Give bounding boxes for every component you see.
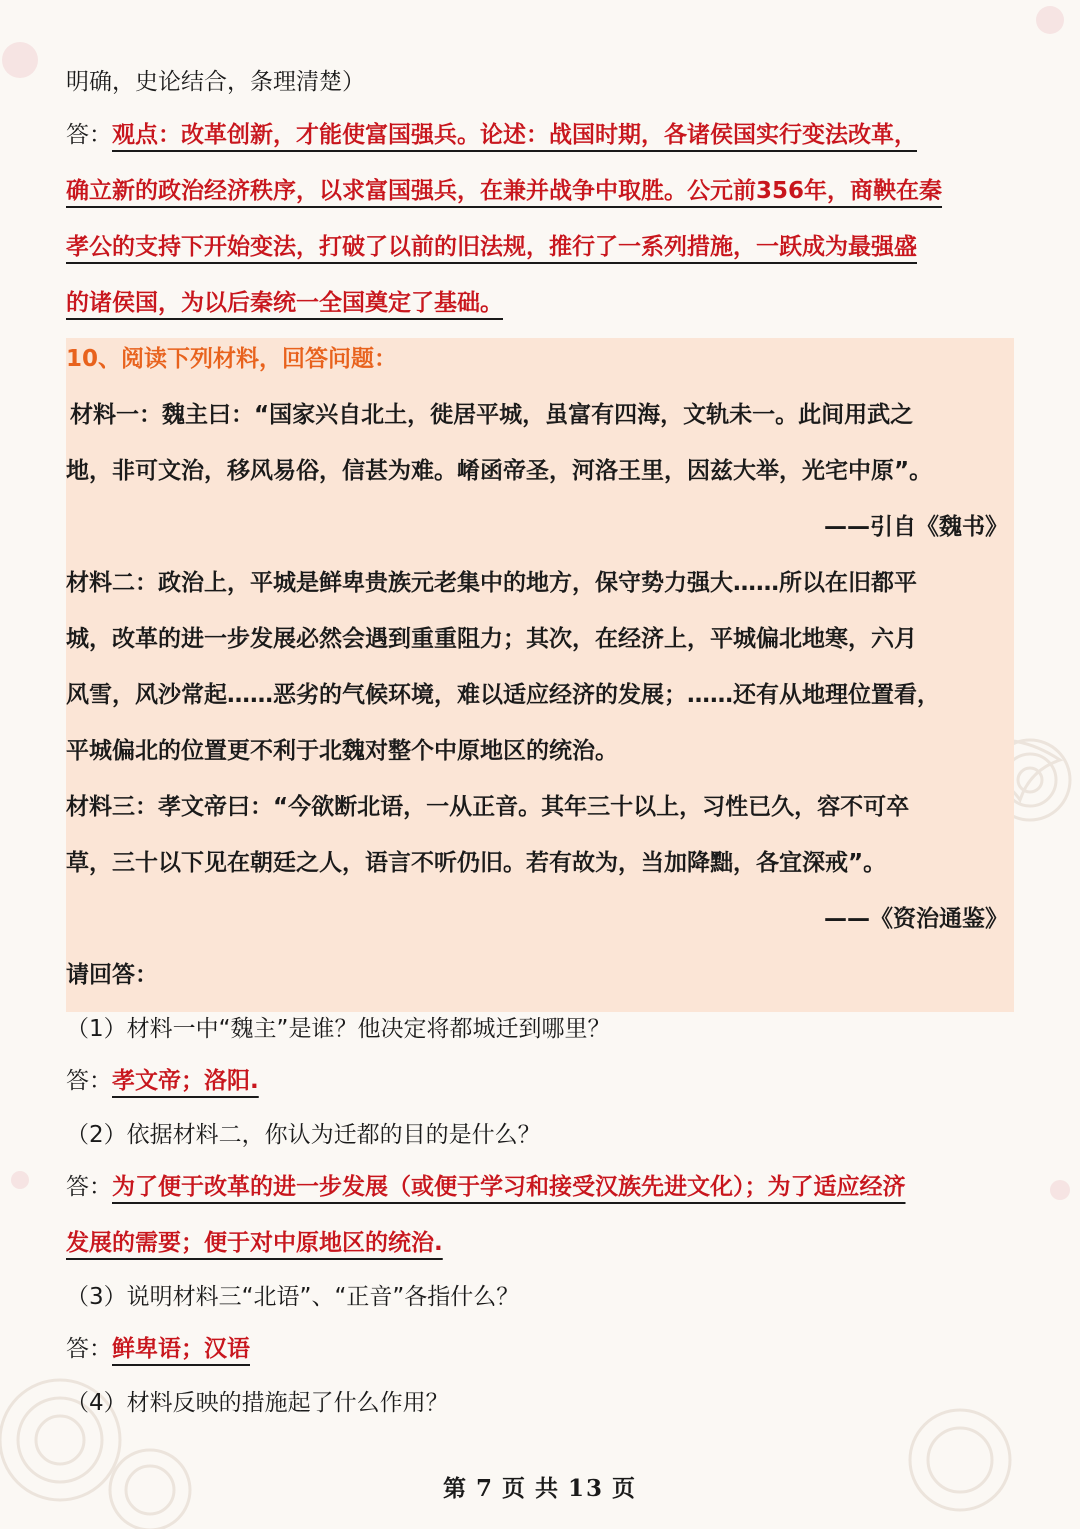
sub-question-2: （2）依据材料二，你认为迁都的目的是什么？: [66, 1122, 541, 1148]
answer-prompt: 请回答：: [66, 962, 158, 988]
sub-answer-2-line-2: 发展的需要；便于对中原地区的统治.: [66, 1230, 443, 1256]
footer-page-number: 7: [475, 1475, 494, 1502]
answer9-line-3: 孝公的支持下开始变法，打破了以前的旧法规，推行了一系列措施，一跃成为最强盛: [66, 234, 917, 260]
answer9-line-4: 的诸侯国，为以后秦统一全国奠定了基础。: [66, 290, 503, 316]
footer-di: 第: [442, 1475, 468, 1502]
material1-line-2: 地，非可文治，移风易俗，信甚为难。崤函帝圣，河洛王里，因兹大举，光宅中原”。: [66, 458, 933, 484]
material2-line-3: 风雪，风沙常起……恶劣的气候环境，难以适应经济的发展；……还有从地理位置看，: [66, 682, 940, 708]
material2-line-1: 材料二：政治上，平城是鲜卑贵族元老集中的地方，保守势力强大……所以在旧都平: [66, 570, 917, 596]
footer-gong: 共: [535, 1475, 560, 1502]
question10-title: 10、阅读下列材料，回答问题：: [66, 346, 398, 372]
answer9-text-1: 观点：改革创新，才能使富国强兵。论述：战国时期，各诸侯国实行变法改革，: [112, 122, 917, 148]
material3-line-1: 材料三：孝文帝曰：“今欲断北语，一从正音。其年三十以上，习性已久，容不可卒: [66, 794, 910, 820]
material1-line-1: 材料一：魏主曰：“国家兴自北土，徙居平城，虽富有四海，文轨未一。此间用武之: [70, 402, 914, 428]
answer-label: 答：: [66, 1336, 112, 1362]
material3-line-2: 草，三十以下见在朝廷之人，语言不听仍旧。若有故为，当加降黜，各宜深戒”。: [66, 850, 887, 876]
footer-total-pages: 13: [568, 1475, 605, 1502]
sub-answer-1: [66, 1066, 259, 1096]
page-footer: [0, 1470, 1080, 1503]
sub-answer-2-line-1: [66, 1172, 906, 1202]
question9-instruction-tail: 明确，史论结合，条理清楚）: [66, 69, 365, 95]
sub-answer-3: [66, 1334, 250, 1364]
answer9-line-1: [66, 120, 917, 150]
footer-ye-2: 页: [612, 1475, 638, 1502]
material2-line-2: 城，改革的进一步发展必然会遇到重重阻力；其次，在经济上，平城偏北地寒，六月: [66, 626, 917, 652]
footer-ye: 页: [502, 1475, 527, 1502]
sub-answer-1-text: 孝文帝；洛阳.: [112, 1068, 259, 1094]
sub-question-1: （1）材料一中“魏主”是谁？他决定将都城迁到哪里？: [66, 1016, 611, 1042]
sub-answer-3-text: 鲜卑语；汉语: [112, 1336, 250, 1362]
sub-answer-2-text-1: 为了便于改革的进一步发展（或便于学习和接受汉族先进文化）；为了适应经济: [112, 1174, 906, 1200]
material3-source: ——《资治通鉴》: [824, 906, 1008, 932]
material2-line-4: 平城偏北的位置更不利于北魏对整个中原地区的统治。: [66, 738, 618, 764]
sub-question-3: （3）说明材料三“北语”、“正音”各指什么？: [66, 1284, 520, 1310]
answer-label: 答：: [66, 1174, 112, 1200]
answer-label: 答：: [66, 1068, 112, 1094]
material1-source: ——引自《魏书》: [824, 514, 1008, 540]
sub-question-4: （4）材料反映的措施起了什么作用？: [66, 1390, 449, 1416]
answer9-line-2: 确立新的政治经济秩序，以求富国强兵，在兼并战争中取胜。公元前356年，商鞅在秦: [66, 178, 943, 204]
answer-label: 答：: [66, 122, 112, 148]
